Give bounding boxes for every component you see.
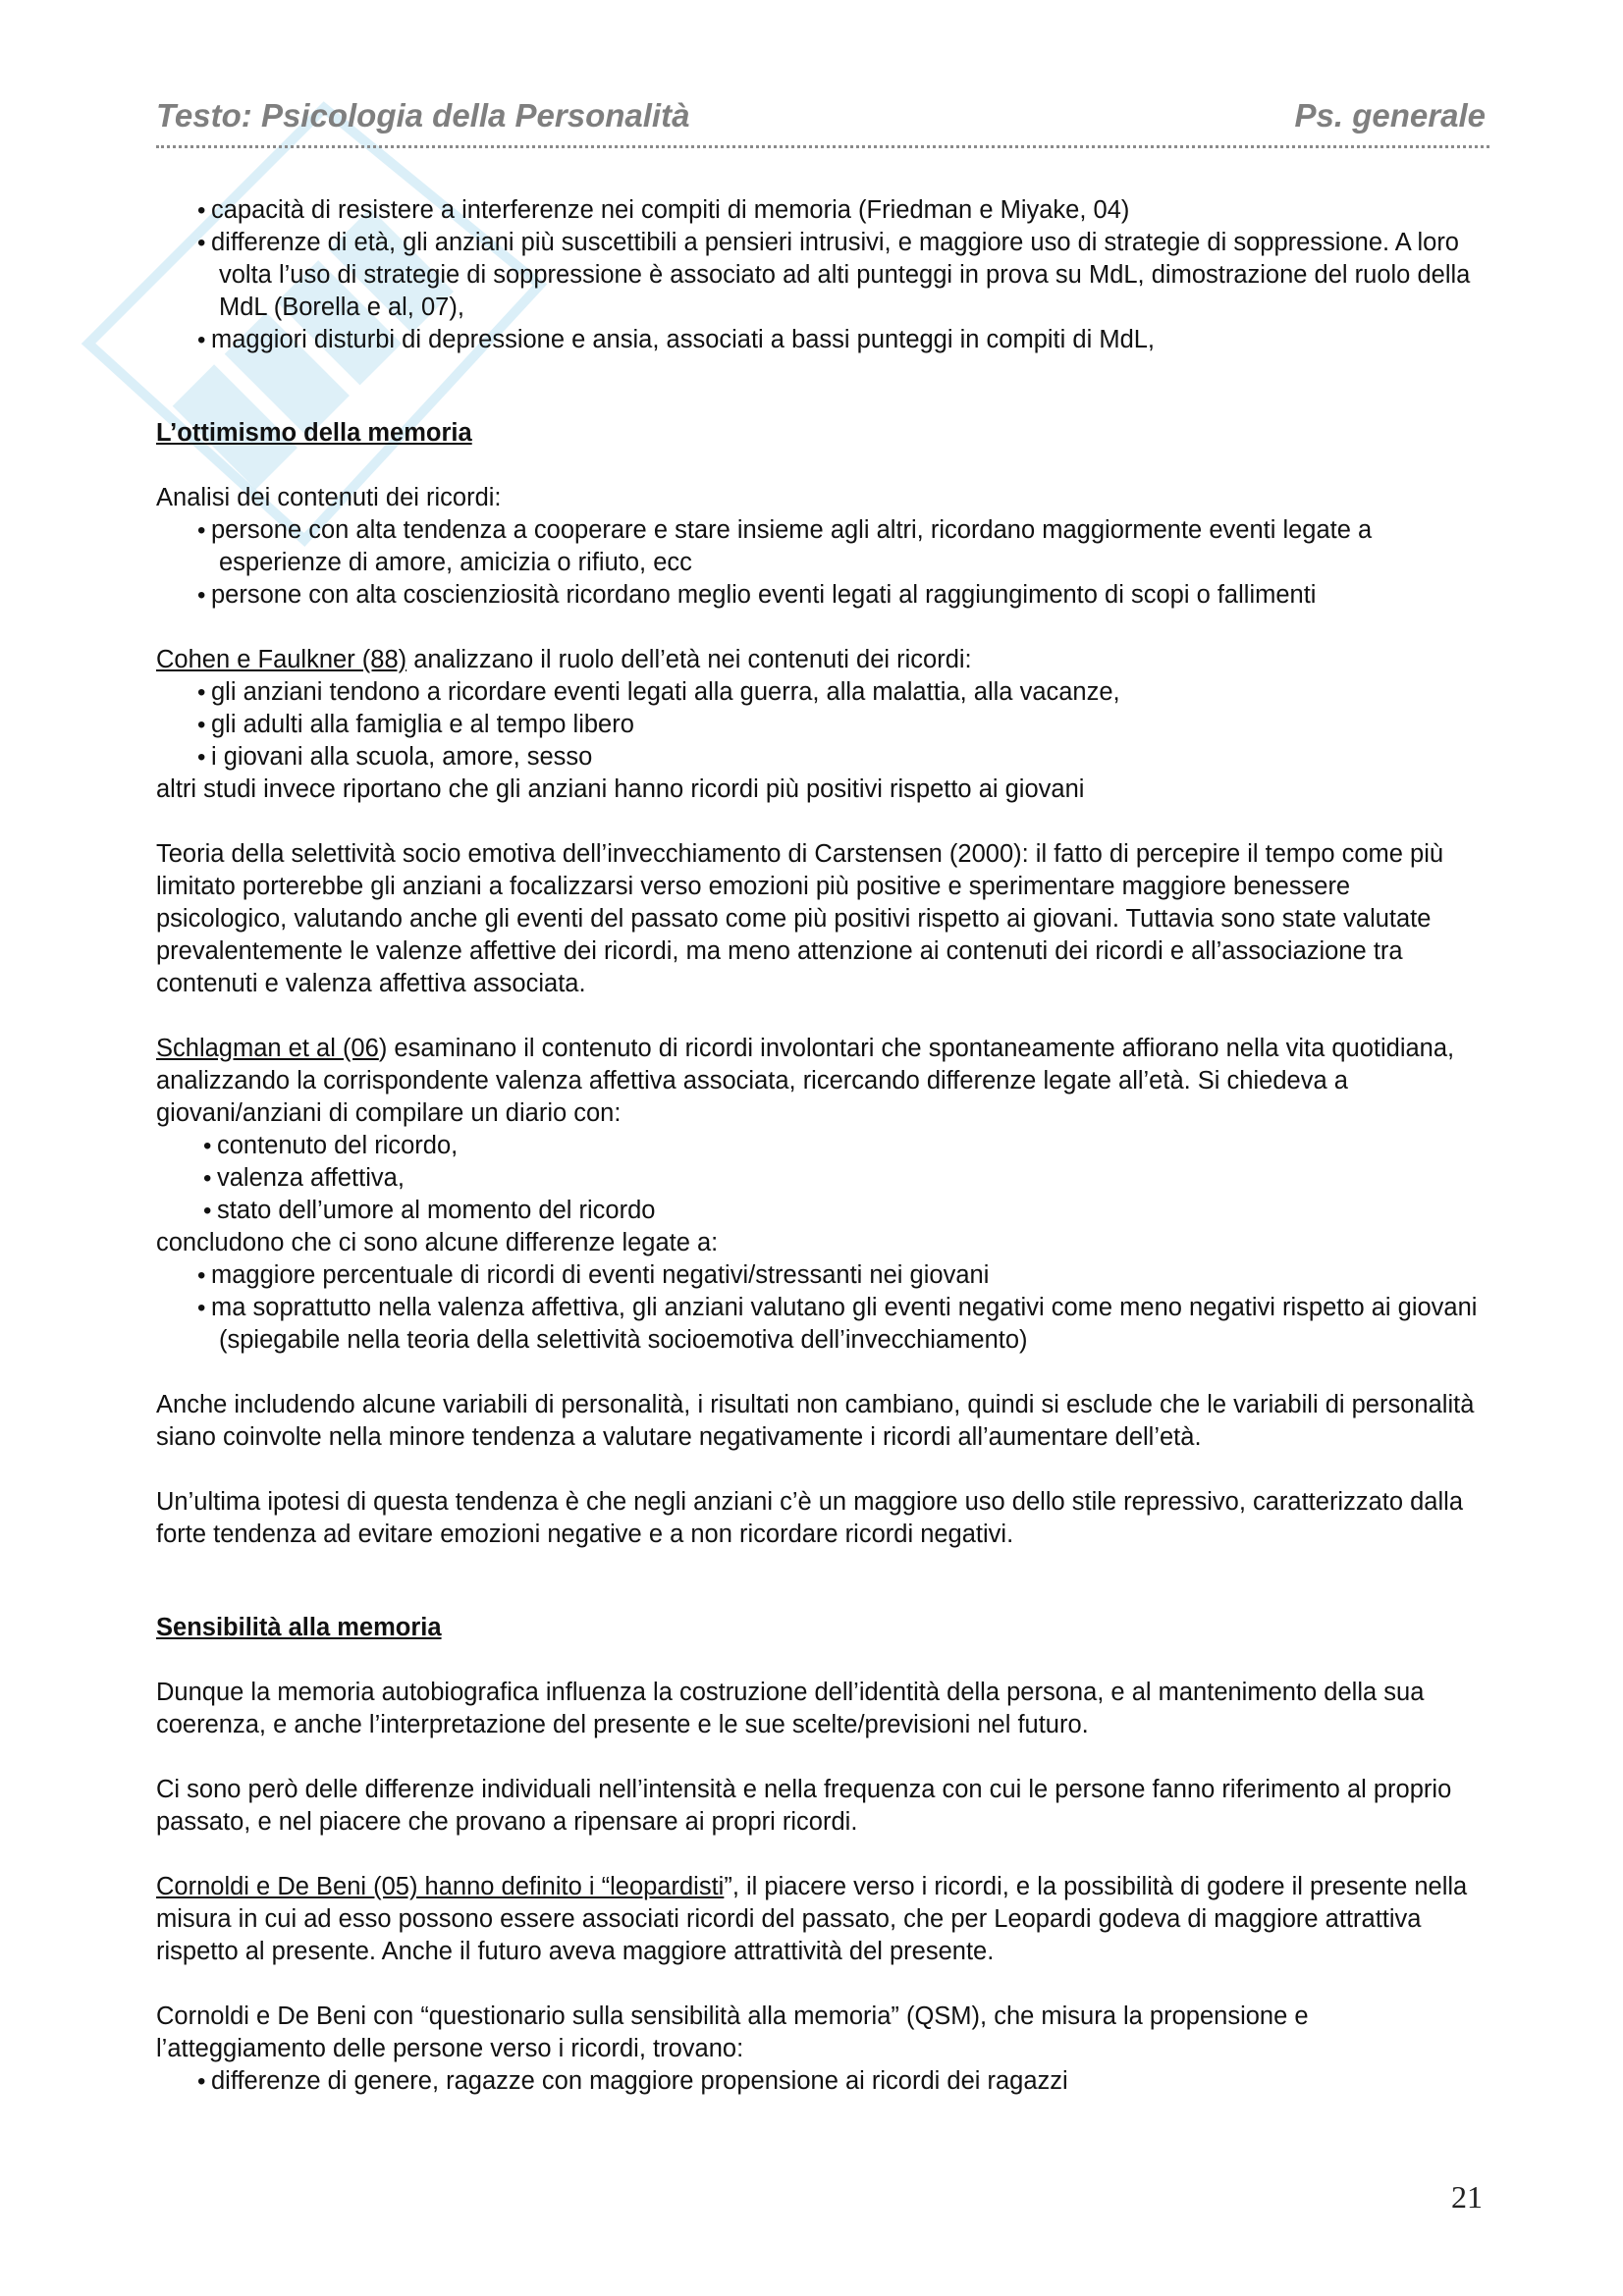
analysis-list	[156, 514, 1482, 612]
cohen-paragraph	[156, 644, 1482, 676]
header-subject: Ps. generale	[1294, 97, 1486, 133]
page-header	[156, 94, 1489, 148]
citation-schlagman: Schlagman et al (06	[156, 1035, 379, 1062]
theory-paragraph: Teoria della selettività socio emotiva dell’invecchiamento di Carstensen (2000): il fatto di percepire il tempo come più limitato porterebbe gli anziani a focalizzarsi verso emozioni più positive e sperimentare maggiore benessere psicologico, valutando anche gli eventi del passato come più positivi rispetto ai giovani. Tuttavia sono state valutate prevalentemente le valenze affettive dei ricordi, ma meno attenzione ai contenuti dei ricordi e all’associazione tra contenuti e valenza affettiva associata.	[156, 840, 1444, 997]
intro-list	[156, 194, 1482, 356]
page-body	[156, 194, 1482, 2098]
list-item: • gli adulti alla famiglia e al tempo libero	[156, 709, 1482, 741]
qsm-paragraph: Cornoldi e De Beni con “questionario sulla sensibilità alla memoria” (QSM), che misura la propensione e l’atteggiamento delle persone verso i ricordi, trovano:	[156, 2002, 1309, 2062]
diary-list	[156, 1130, 1482, 1227]
list-item: • i giovani alla scuola, amore, sesso	[156, 741, 1482, 774]
identity-paragraph: Dunque la memoria autobiografica influenza la costruzione dell’identità della persona, e al mantenimento della sua coerenza, e anche l’interpretazione del presente e le sue scelte/previsioni nel futuro.	[156, 1679, 1425, 1738]
conclusion-intro: concludono che ci sono alcune differenze legate a:	[156, 1229, 719, 1256]
list-item: • capacità di resistere a interferenze nei compiti di memoria (Friedman e Miyake, 04)	[156, 194, 1482, 227]
cohen-list	[156, 676, 1482, 774]
leopardisti-paragraph	[156, 1871, 1482, 1968]
hypothesis-paragraph: Un’ultima ipotesi di questa tendenza è che negli anziani c’è un maggiore uso dello stile repressivo, caratterizzato dalla forte tendenza ad evitare emozioni negative e a non ricordare ricordi negativi.	[156, 1488, 1464, 1548]
list-item: • persone con alta coscienziosità ricordano meglio eventi legati al raggiungimento di scopi o fallimenti	[156, 579, 1482, 612]
header-title: Testo: Psicologia della Personalità	[156, 97, 690, 133]
list-item: • contenuto del ricordo,	[156, 1130, 1482, 1162]
list-item: • valenza affettiva,	[156, 1162, 1482, 1195]
list-item: • maggiore percentuale di ricordi di eventi negativi/stressanti nei giovani	[156, 1259, 1482, 1292]
leopardisti-text: ”, il piacere verso i ricordi, e la possibilità di godere il presente nella misura in cui ad esso possono essere associati ricordi del passato, che per Leopardi godeva di maggiore attrattiva rispetto al presente. Anche il futuro aveva maggiore attrattività del presente.	[156, 1873, 1468, 1965]
differences-paragraph: Ci sono però delle differenze individuali nell’intensità e nella frequenza con cui le persone fanno riferimento al proprio passato, e nel piacere che provano a ripensare ai propri ricordi.	[156, 1776, 1452, 1836]
list-item: • differenze di età, gli anziani più suscettibili a pensieri intrusivi, e maggiore uso di strategie di soppressione. A loro volta l’uso di strategie di soppressione è associato ad alti punteggi in prova su MdL, dimostrazione del ruolo della MdL (Borella e al, 07),	[156, 227, 1482, 324]
analysis-intro: Analisi dei contenuti dei ricordi:	[156, 484, 502, 511]
list-item: • stato dell’umore al momento del ricordo	[156, 1195, 1482, 1227]
section-heading-sensibilita: Sensibilità alla memoria	[156, 1614, 442, 1641]
personality-paragraph: Anche includendo alcune variabili di personalità, i risultati non cambiano, quindi si esclude che le variabili di personalità siano coinvolte nella minore tendenza a valutare negativamente i ricordi all’aumentare dell’età.	[156, 1391, 1475, 1451]
conclusion-list	[156, 1259, 1482, 1357]
schlagman-text: ) esaminano il contenuto di ricordi involontari che spontaneamente affiorano nella vita quotidiana, analizzando la corrispondente valenza affettiva associata, ricercando differenze legate all’età. Si chiedeva a giovani/anziani di compilare un diario con:	[156, 1035, 1455, 1127]
cohen-text: analizzano il ruolo dell’età nei contenuti dei ricordi:	[406, 646, 972, 673]
list-item: • differenze di genere, ragazze con maggiore propensione ai ricordi dei ragazzi	[156, 2065, 1482, 2098]
citation-cornoldi: Cornoldi e De Beni (05) hanno definito i “leopardisti	[156, 1873, 725, 1900]
citation-cohen: Cohen e Faulkner (88)	[156, 646, 407, 673]
schlagman-paragraph	[156, 1033, 1482, 1130]
cohen-after: altri studi invece riportano che gli anziani hanno ricordi più positivi rispetto ai giovani	[156, 775, 1085, 803]
qsm-list	[156, 2065, 1482, 2098]
list-item: • persone con alta tendenza a cooperare e stare insieme agli altri, ricordano maggiormente eventi legate a esperienze di amore, amicizia o rifiuto, ecc	[156, 514, 1482, 579]
list-item: • ma soprattutto nella valenza affettiva, gli anziani valutano gli eventi negativi come meno negativi rispetto ai giovani (spiegabile nella teoria della selettività socioemotiva dell’invecchiamento)	[156, 1292, 1482, 1357]
list-item: • gli anziani tendono a ricordare eventi legati alla guerra, alla malattia, alla vacanze,	[156, 676, 1482, 709]
page-number: 21	[1451, 2179, 1483, 2215]
section-heading-ottimismo: L’ottimismo della memoria	[156, 419, 472, 447]
list-item: • maggiori disturbi di depressione e ansia, associati a bassi punteggi in compiti di MdL,	[156, 324, 1482, 356]
